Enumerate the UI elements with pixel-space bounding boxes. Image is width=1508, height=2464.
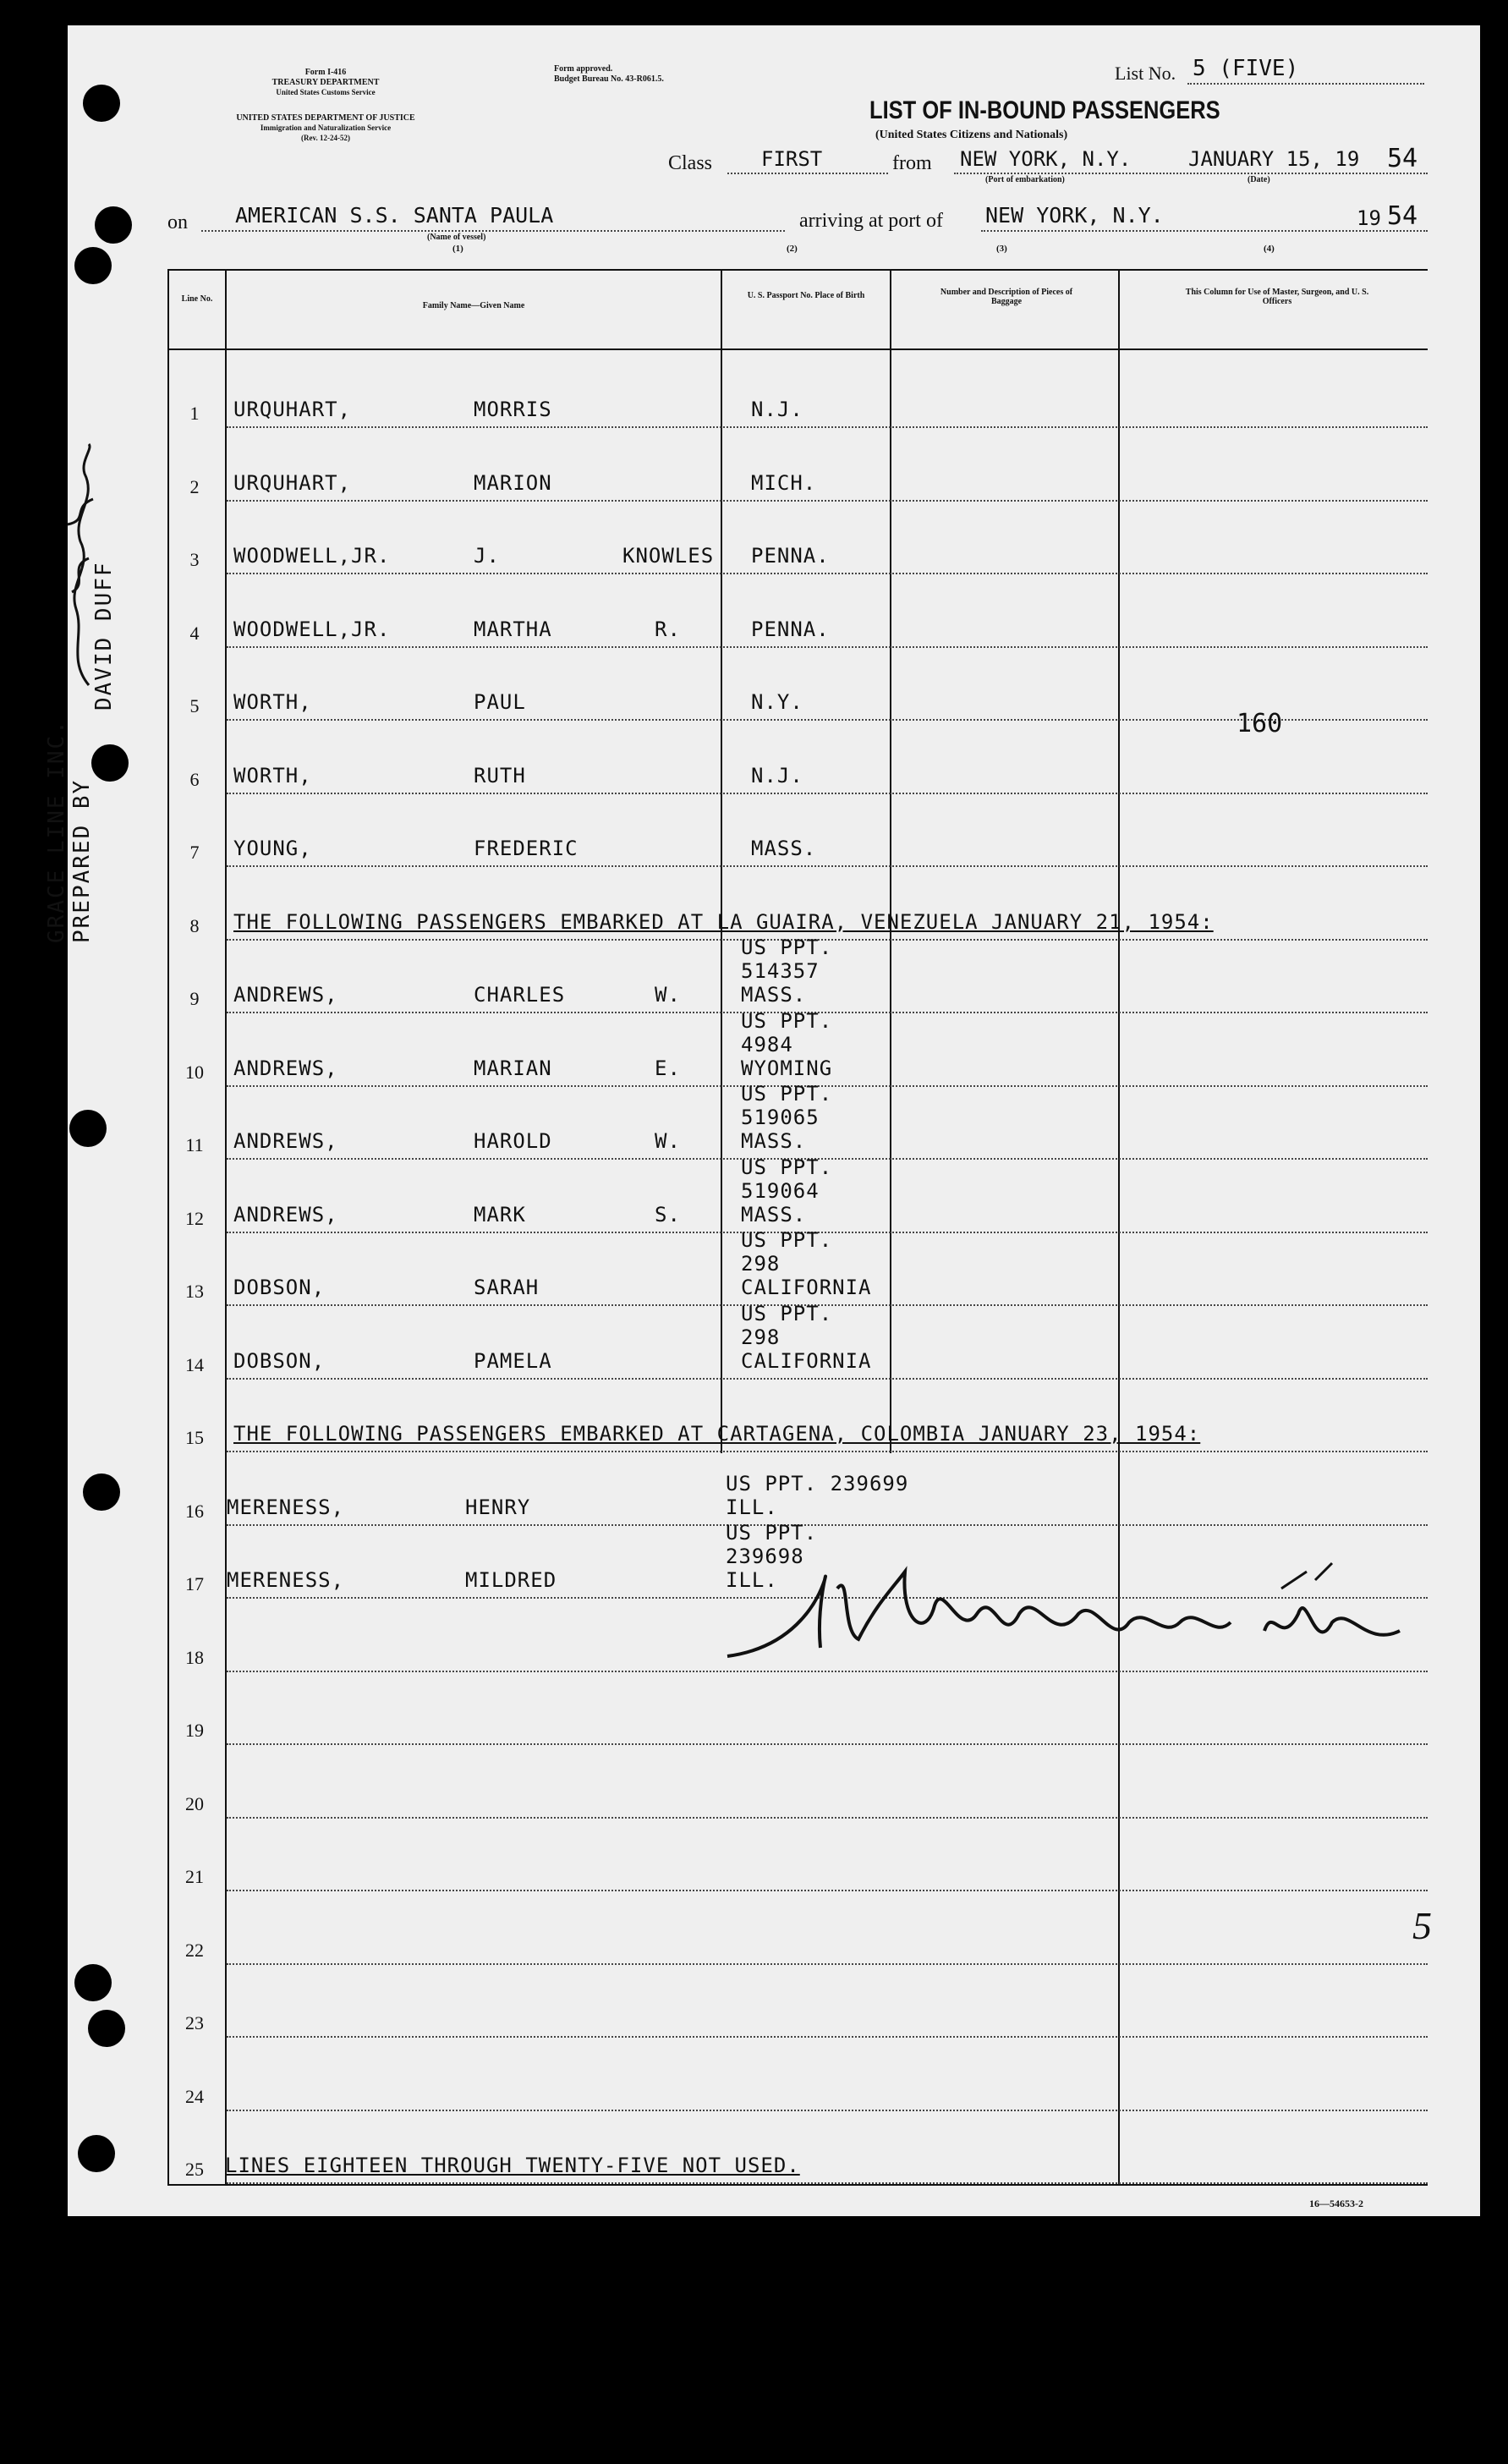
- class-value: FIRST: [761, 147, 823, 171]
- punch-hole: [83, 1473, 120, 1511]
- row-number: 24: [185, 2085, 204, 2107]
- row-number: 19: [185, 1720, 204, 1741]
- line-no-divider: [225, 269, 227, 2184]
- row-dotted-line: [227, 1378, 1428, 1380]
- passport-birthplace: US PPT. 514357 MASS.: [741, 936, 833, 1007]
- passenger-family-name: WORTH,: [233, 763, 312, 787]
- vessel-caption: (Name of vessel): [427, 233, 486, 242]
- list-no-value: 5 (FIVE): [1193, 56, 1299, 81]
- row-number: 1: [189, 403, 200, 424]
- passenger-family-name: MERENESS,: [227, 1495, 345, 1519]
- row-dotted-line: [227, 2110, 1428, 2111]
- passport-birthplace: US PPT. 298 CALIFORNIA: [741, 1301, 872, 1373]
- from-port: NEW YORK, N.Y.: [960, 147, 1132, 171]
- passport-birthplace: US PPT. 239698 ILL.: [726, 1521, 818, 1592]
- row-dotted-line: [227, 500, 1428, 502]
- punch-hole: [95, 206, 132, 244]
- col-caption-3: (3): [996, 244, 1007, 254]
- arrival-port: NEW YORK, N.Y.: [985, 203, 1164, 228]
- row-dotted-line: [227, 1451, 1428, 1452]
- passenger-given-name: J.: [474, 544, 500, 568]
- row-number: 23: [185, 2012, 204, 2033]
- col-header-passport: U. S. Passport No. Place of Birth: [747, 291, 865, 300]
- passenger-given-name: HAROLD: [474, 1129, 552, 1153]
- passenger-given-name: MARION: [474, 470, 552, 495]
- passenger-given-name: MORRIS: [474, 398, 552, 421]
- passenger-given-name: CHARLES: [474, 983, 566, 1007]
- passenger-family-name: DOBSON,: [233, 1348, 326, 1373]
- rev: (Rev. 12-24-52): [301, 134, 350, 142]
- row-number: 12: [185, 1207, 204, 1229]
- row-dotted-line: [227, 2182, 1428, 2184]
- passport-birthplace: PENNA.: [751, 617, 830, 641]
- row-dotted-line: [227, 2036, 1428, 2038]
- passport-birthplace: N.Y.: [751, 690, 803, 714]
- row-number: 9: [189, 988, 200, 1009]
- passenger-family-name: URQUHART,: [233, 470, 352, 495]
- passenger-family-name: WORTH,: [233, 690, 312, 714]
- col-header-baggage: Number and Description of Pieces of Baggage: [940, 288, 1073, 306]
- passport-birthplace: US PPT. 519064 MASS.: [741, 1155, 833, 1227]
- passenger-middle-name: W.: [655, 983, 681, 1007]
- arrival-year: 54: [1387, 201, 1418, 231]
- passenger-given-name: PAMELA: [474, 1348, 552, 1373]
- row-number: 14: [185, 1353, 204, 1375]
- passenger-family-name: DOBSON,: [233, 1276, 326, 1299]
- passenger-family-name: URQUHART,: [233, 398, 352, 421]
- margin-five: 5: [1412, 1904, 1432, 1947]
- passport-birthplace: MICH.: [751, 470, 817, 495]
- ins: Immigration and Naturalization Service: [260, 123, 392, 132]
- col-header-line-no: Line No.: [181, 294, 213, 304]
- officer-mark: 160: [1237, 709, 1283, 738]
- side-signature: [51, 440, 110, 694]
- officer-signature: [723, 1555, 1417, 1673]
- page-subtitle: (United States Citizens and Nationals): [875, 129, 1068, 141]
- from-label: from: [892, 152, 932, 174]
- col-header-name: Family Name—Given Name: [422, 301, 525, 310]
- row-number: 7: [189, 842, 200, 863]
- on-label: on: [167, 211, 188, 233]
- justice: UNITED STATES DEPARTMENT OF JUSTICE: [236, 113, 415, 123]
- row-dotted-line: [227, 793, 1428, 794]
- passenger-middle-name: KNOWLES: [622, 544, 715, 568]
- passport-birthplace: US PPT. 239699 ILL.: [726, 1471, 909, 1519]
- col-caption-4: (4): [1264, 244, 1275, 254]
- passport-divider: [890, 269, 891, 1453]
- form-approved: Form approved.: [554, 64, 613, 74]
- passenger-family-name: YOUNG,: [233, 837, 312, 860]
- table-bottom-border: [167, 2184, 1428, 2186]
- passenger-family-name: WOODWELL,JR.: [233, 617, 391, 641]
- row-dotted-line: [227, 1890, 1428, 1891]
- passenger-family-name: ANDREWS,: [233, 1056, 338, 1080]
- arrival-year-prefix: 19: [1357, 206, 1381, 230]
- row-number: 25: [185, 2159, 204, 2180]
- passenger-given-name: HENRY: [465, 1495, 531, 1519]
- budget-bureau: Budget Bureau No. 43-R061.5.: [554, 74, 664, 84]
- passenger-given-name: MILDRED: [465, 1568, 557, 1592]
- passenger-middle-name: S.: [655, 1202, 681, 1227]
- passenger-middle-name: E.: [655, 1056, 681, 1080]
- row-number: 3: [189, 549, 200, 570]
- punch-hole: [69, 1110, 107, 1147]
- row-number: 20: [185, 1792, 204, 1814]
- list-no-label: List No.: [1115, 63, 1176, 84]
- row-number: 13: [185, 1281, 204, 1302]
- row-dotted-line: [227, 1743, 1428, 1745]
- baggage-divider: [1118, 269, 1120, 2184]
- row-dotted-line: [227, 1963, 1428, 1965]
- department: TREASURY DEPARTMENT: [271, 78, 380, 87]
- row-number: 10: [185, 1061, 204, 1083]
- row-dotted-line: [227, 646, 1428, 648]
- passenger-given-name: RUTH: [474, 763, 526, 787]
- date-caption: (Date): [1248, 175, 1270, 184]
- row-dotted-line: [227, 1817, 1428, 1819]
- row-number: 21: [185, 1866, 204, 1887]
- table-left-border: [167, 269, 169, 2184]
- vessel-name: AMERICAN S.S. SANTA PAULA: [235, 203, 554, 228]
- row-number: 11: [185, 1134, 204, 1155]
- row-number: 22: [185, 1939, 204, 1961]
- row-number: 17: [185, 1573, 204, 1594]
- passport-birthplace: US PPT. 298 CALIFORNIA: [741, 1228, 872, 1299]
- passenger-family-name: WOODWELL,JR.: [233, 544, 391, 568]
- punch-hole: [74, 1964, 112, 2001]
- class-label: Class: [668, 152, 713, 174]
- passenger-given-name: MARK: [474, 1202, 526, 1227]
- side-stamp-prepared: PREPARED BY: [69, 778, 95, 943]
- passenger-given-name: SARAH: [474, 1276, 540, 1299]
- row-number: 6: [189, 768, 200, 790]
- punch-hole: [91, 744, 129, 782]
- passenger-middle-name: R.: [655, 617, 681, 641]
- punch-hole: [83, 85, 120, 122]
- passport-birthplace: PENNA.: [751, 544, 830, 568]
- row-number: 5: [189, 695, 200, 716]
- row-dotted-line: [227, 865, 1428, 867]
- col-header-officers: This Column for Use of Master, Surgeon, and U. S. Officers: [1185, 288, 1369, 306]
- passenger-given-name: MARTHA: [474, 617, 552, 641]
- row-number: 2: [189, 475, 200, 497]
- print-code: 16—54653-2: [1309, 2198, 1363, 2209]
- arrival-underline: [981, 230, 1428, 232]
- row-number: 18: [185, 1646, 204, 1668]
- passenger-family-name: MERENESS,: [227, 1568, 345, 1592]
- punch-hole: [74, 247, 112, 284]
- passenger-given-name: MARIAN: [474, 1056, 552, 1080]
- arriving-label: arriving at port of: [799, 210, 943, 232]
- punch-hole: [78, 2135, 115, 2172]
- list-no-underline: [1187, 83, 1424, 85]
- passenger-given-name: PAUL: [474, 690, 526, 714]
- col-caption-1: (1): [452, 244, 463, 254]
- vessel-underline: [201, 230, 785, 232]
- passenger-family-name: ANDREWS,: [233, 1129, 338, 1153]
- page-title: LIST OF IN-BOUND PASSENGERS: [869, 96, 1220, 124]
- col-caption-2: (2): [787, 244, 798, 254]
- passenger-family-name: ANDREWS,: [233, 983, 338, 1007]
- side-stamp-company: GRACE LINE INC.: [44, 719, 69, 943]
- form-number: Form I-416: [304, 68, 347, 77]
- customs: United States Customs Service: [276, 88, 376, 96]
- row-dotted-line: [227, 426, 1428, 428]
- row-number: 15: [185, 1427, 204, 1448]
- row-note: LINES EIGHTEEN THROUGH TWENTY-FIVE NOT USED.: [225, 2154, 800, 2177]
- from-underline: [954, 173, 1428, 174]
- table-header-border: [167, 348, 1428, 350]
- row-number: 16: [185, 1500, 204, 1522]
- side-stamp-name: DAVID DUFF: [91, 561, 117, 711]
- passenger-given-name: FREDERIC: [474, 837, 579, 860]
- row-note: THE FOLLOWING PASSENGERS EMBARKED AT LA GUAIRA, VENEZUELA JANUARY 21, 1954:: [233, 909, 1214, 934]
- row-note: THE FOLLOWING PASSENGERS EMBARKED AT CARTAGENA, COLOMBIA JANUARY 23, 1954:: [233, 1422, 1201, 1446]
- passport-birthplace: N.J.: [751, 398, 803, 421]
- name-divider: [721, 269, 722, 1453]
- row-number: 8: [189, 914, 200, 936]
- port-caption: (Port of embarkation): [985, 175, 1065, 184]
- passport-birthplace: MASS.: [751, 837, 817, 860]
- departure-date: JANUARY 15, 19: [1188, 147, 1360, 171]
- passenger-family-name: ANDREWS,: [233, 1202, 338, 1227]
- class-underline: [727, 173, 888, 174]
- table-top-border: [167, 269, 1428, 271]
- passport-birthplace: N.J.: [751, 763, 803, 787]
- row-dotted-line: [227, 1524, 1428, 1526]
- passport-birthplace: US PPT. 4984 WYOMING: [741, 1008, 833, 1080]
- row-dotted-line: [227, 573, 1428, 574]
- passenger-middle-name: W.: [655, 1129, 681, 1153]
- row-number: 4: [189, 622, 200, 644]
- punch-hole: [88, 2010, 125, 2047]
- passport-birthplace: US PPT. 519065 MASS.: [741, 1082, 833, 1153]
- departure-year: 54: [1387, 144, 1418, 173]
